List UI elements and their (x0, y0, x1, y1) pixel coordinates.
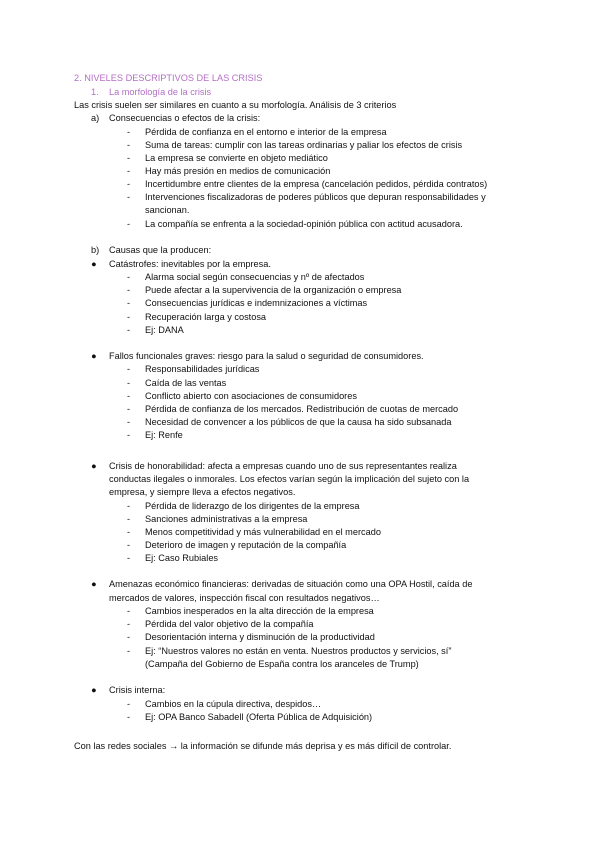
dash-marker: - (127, 514, 131, 524)
section-heading: 2. NIVELES DESCRIPTIVOS DE LAS CRISIS (74, 73, 263, 83)
honorabilidad-line: Crisis de honorabilidad: afecta a empresas cuando uno de sus representantes realiza (109, 461, 457, 471)
dash-marker: - (127, 606, 131, 616)
dash-marker: - (127, 140, 131, 150)
dash-marker: - (127, 553, 131, 563)
dash-marker: - (127, 527, 131, 537)
list-item: Hay más presión en medios de comunicación (145, 166, 331, 176)
bullet-icon: ● (91, 685, 97, 695)
dash-marker: - (127, 619, 131, 629)
dash-marker: - (127, 404, 131, 414)
dash-marker: - (127, 298, 131, 308)
dash-marker: - (127, 272, 131, 282)
list-item: Sanciones administrativas a la empresa (145, 514, 308, 524)
bullet-icon: ● (91, 351, 97, 361)
list-item: Ej: Renfe (145, 430, 183, 440)
amenazas-line: mercados de valores, inspección fiscal con resultados negativos… (109, 593, 380, 603)
list-item: Pérdida de liderazgo de los dirigentes de la empresa (145, 501, 360, 511)
list-item: Ej: OPA Banco Sabadell (Oferta Pública de Adquisición) (145, 712, 373, 722)
closing-note: Con las redes sociales → la información se difunde más deprisa y es más difícil de controlar. (74, 741, 452, 751)
dash-marker: - (127, 364, 131, 374)
dash-marker: - (127, 153, 131, 163)
list-item: Puede afectar a la supervivencia de la organización o empresa (145, 285, 402, 295)
list-item: Pérdida del valor objetivo de la compañía (145, 619, 314, 629)
dash-marker: - (127, 501, 131, 511)
list-item: Responsabilidades jurídicas (145, 364, 260, 374)
list-item: Alarma social según consecuencias y nº de afectados (145, 272, 365, 282)
list-item: Ej: DANA (145, 325, 184, 335)
bullet-icon: ● (91, 461, 97, 471)
amenazas-line: Amenazas económico financieras: derivadas de situación como una OPA Hostil, caída de (109, 579, 473, 589)
list-item: La compañía se enfrenta a la sociedad-opinión pública con actitud acusadora. (145, 219, 463, 229)
subheading-number: 1. (91, 87, 99, 97)
dash-marker: - (127, 378, 131, 388)
dash-marker: - (127, 646, 131, 656)
list-item: Recuperación larga y costosa (145, 312, 267, 322)
bullet-icon: ● (91, 259, 97, 269)
subheading: La morfología de la crisis (109, 87, 212, 97)
list-item: Caída de las ventas (145, 378, 227, 388)
list-label-b: b) (91, 245, 100, 255)
list-item: Suma de tareas: cumplir con las tareas ordinarias y paliar los efectos de crisis (145, 140, 463, 150)
dash-marker: - (127, 417, 131, 427)
list-label-a: a) (91, 113, 100, 123)
list-item: Necesidad de convencer a los públicos de que la causa ha sido subsanada (145, 417, 452, 427)
honorabilidad-line: empresa, y siempre lleva a efectos negativos. (109, 487, 296, 497)
catastrofes-title: Catástrofes: inevitables por la empresa. (109, 259, 271, 269)
dash-marker: - (127, 540, 131, 550)
list-item: Ej: “Nuestros valores no están en venta. Nuestros productos y servicios, sí” (145, 646, 452, 656)
dash-marker: - (127, 430, 131, 440)
section-a-title: Consecuencias o efectos de la crisis: (109, 113, 261, 123)
list-item: Pérdida de confianza en el entorno e interior de la empresa (145, 127, 387, 137)
dash-marker: - (127, 192, 131, 202)
dash-marker: - (127, 179, 131, 189)
dash-marker: - (127, 166, 131, 176)
dash-marker: - (127, 391, 131, 401)
dash-marker: - (127, 325, 131, 335)
list-item: Deterioro de imagen y reputación de la compañía (145, 540, 347, 550)
list-item: Consecuencias jurídicas e indemnizaciones a víctimas (145, 298, 368, 308)
dash-marker: - (127, 219, 131, 229)
dash-marker: - (127, 312, 131, 322)
list-item: La empresa se convierte en objeto mediático (145, 153, 328, 163)
list-item-continued: (Campaña del Gobierno de España contra los aranceles de Trump) (145, 659, 419, 669)
bullet-icon: ● (91, 579, 97, 589)
dash-marker: - (127, 127, 131, 137)
list-item: Desorientación interna y disminución de la productividad (145, 632, 375, 642)
list-item: Conflicto abierto con asociaciones de consumidores (145, 391, 357, 401)
section-b-title: Causas que la producen: (109, 245, 212, 255)
list-item: Menos competitividad y más vulnerabilidad en el mercado (145, 527, 381, 537)
list-item-continued: sancionan. (145, 205, 190, 215)
dash-marker: - (127, 699, 131, 709)
honorabilidad-line: conductas ilegales o inmorales. Los efectos varían según la implicación del sujeto con la (109, 474, 470, 484)
list-item: Cambios en la cúpula directiva, despidos… (145, 699, 322, 709)
dash-marker: - (127, 285, 131, 295)
list-item: Pérdida de confianza de los mercados. Redistribución de cuotas de mercado (145, 404, 459, 414)
dash-marker: - (127, 632, 131, 642)
list-item: Incertidumbre entre clientes de la empresa (cancelación pedidos, pérdida contratos) (145, 179, 488, 189)
intro-text: Las crisis suelen ser similares en cuanto a su morfología. Análisis de 3 criterios (74, 100, 397, 110)
list-item: Ej: Caso Rubiales (145, 553, 219, 563)
list-item: Cambios inesperados en la alta dirección de la empresa (145, 606, 374, 616)
dash-marker: - (127, 712, 131, 722)
interna-title: Crisis interna: (109, 685, 166, 695)
fallos-title: Fallos funcionales graves: riesgo para la salud o seguridad de consumidores. (109, 351, 424, 361)
list-item: Intervenciones fiscalizadoras de poderes públicos que depuran responsabilidades y (145, 192, 486, 202)
